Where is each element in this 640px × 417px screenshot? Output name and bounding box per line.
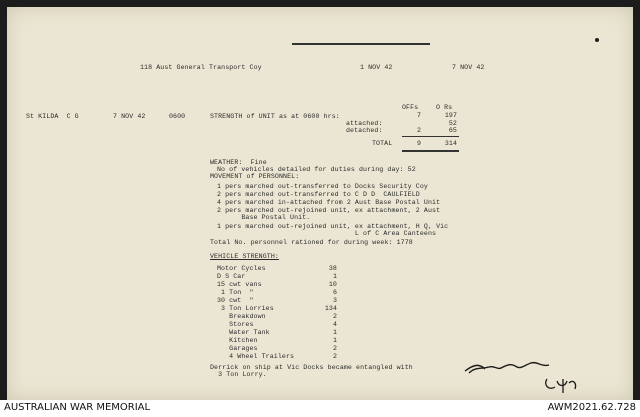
vehicle-strength-title: VEHICLE STRENGTH: bbox=[210, 253, 279, 260]
signature-icon bbox=[459, 357, 584, 395]
col-offrs: OFFs bbox=[402, 104, 419, 111]
vehicle-row bbox=[217, 337, 337, 344]
vehicle-type: Water Tank bbox=[217, 329, 270, 336]
movement-item: 2 pers marched out-transferred to C D D CAULFIELD bbox=[217, 191, 420, 198]
vehicle-type: 15 cwt vans bbox=[217, 281, 262, 288]
vehicle-count: 134 bbox=[324, 305, 337, 312]
row1-ors: 197 bbox=[444, 112, 457, 119]
vehicle-count: 2 bbox=[332, 313, 337, 320]
vehicle-type: Stores bbox=[217, 321, 254, 328]
vehicle-type: Garages bbox=[217, 345, 258, 352]
vehicle-type: D S Car bbox=[217, 273, 246, 280]
movement-item: Base Postal Unit. bbox=[217, 214, 311, 221]
entry-date: 7 NOV 42 bbox=[113, 113, 146, 120]
punch-dot bbox=[595, 38, 599, 42]
vehicle-type: Kitchen bbox=[217, 337, 258, 344]
vehicle-count: 6 bbox=[332, 289, 337, 296]
footer-accession: AWM2021.62.728 bbox=[547, 402, 636, 413]
top-rule bbox=[292, 43, 430, 45]
vehicle-count: 2 bbox=[332, 353, 337, 360]
attached-label: attached: bbox=[346, 120, 383, 127]
vehicle-count: 10 bbox=[328, 281, 337, 288]
movement-item: 2 pers marched out-rejoined unit, ex attachment, 2 Aust bbox=[217, 207, 441, 214]
footer-bar bbox=[0, 400, 640, 417]
vehicle-row bbox=[217, 305, 337, 312]
total-ors: 314 bbox=[444, 140, 457, 147]
movement-item: 1 pers marched out-transferred to Docks Security Coy bbox=[217, 183, 428, 190]
vehicle-row bbox=[217, 345, 337, 352]
total-rule-bottom bbox=[402, 150, 459, 152]
vehicle-row bbox=[217, 329, 337, 336]
place: St KILDA C G bbox=[26, 113, 79, 120]
vehicle-type: Breakdown bbox=[217, 313, 266, 320]
vehicle-row bbox=[217, 353, 337, 360]
row2-ors: 52 bbox=[448, 120, 457, 127]
derrick-note-1: Derrick on ship at Vic Docks became entangled with bbox=[210, 364, 413, 371]
vehicle-count: 4 bbox=[332, 321, 337, 328]
weather: WEATHER: Fine bbox=[210, 159, 267, 166]
vehicle-count: 1 bbox=[332, 329, 337, 336]
total-offrs: 9 bbox=[416, 140, 421, 147]
movement-item: 4 pers marched in-attached from 2 Aust Base Postal Unit bbox=[217, 199, 441, 206]
entry-time: 0600 bbox=[169, 113, 186, 120]
vehicle-row bbox=[217, 265, 337, 272]
vehicle-table bbox=[217, 265, 337, 361]
vehicle-count: 2 bbox=[332, 345, 337, 352]
movement-item: 1 pers marched out-rejoined unit, ex attachment, H Q, Vic bbox=[217, 223, 449, 230]
vehicle-row bbox=[217, 273, 337, 280]
total-rule-top bbox=[402, 136, 459, 137]
vehicle-row bbox=[217, 321, 337, 328]
total-label: TOTAL bbox=[372, 140, 393, 147]
strength-label: STRENGTH of UNIT as at 0600 hrs: bbox=[210, 113, 340, 120]
vehicle-row bbox=[217, 313, 337, 320]
vehicles-detailed: No of vehicles detailed for duties during day: 52 bbox=[217, 166, 416, 173]
row1-offrs: 7 bbox=[416, 112, 421, 119]
movement-title: MOVEMENT of PERSONNEL: bbox=[210, 173, 300, 180]
war-diary-sheet bbox=[7, 7, 633, 400]
date-to: 7 NOV 42 bbox=[452, 64, 485, 71]
vehicle-count: 38 bbox=[328, 265, 337, 272]
row3-offrs: 2 bbox=[416, 127, 421, 134]
vehicle-type: Motor Cycles bbox=[217, 265, 266, 272]
vehicle-count: 1 bbox=[332, 337, 337, 344]
footer-institution: AUSTRALIAN WAR MEMORIAL bbox=[4, 402, 151, 413]
derrick-note-2: 3 Ton Lorry. bbox=[210, 371, 267, 378]
detached-label: detached: bbox=[346, 127, 383, 134]
unit-name: 118 Aust General Transport Coy bbox=[140, 64, 262, 71]
vehicle-count: 1 bbox=[332, 273, 337, 280]
vehicle-row bbox=[217, 289, 337, 296]
rationed-total: Total No. personnel rationed for during week: 1778 bbox=[210, 239, 413, 246]
movement-item: L of C Area Canteens bbox=[217, 230, 437, 237]
vehicle-type: 4 Wheel Trailers bbox=[217, 353, 295, 360]
vehicle-row bbox=[217, 297, 337, 304]
vehicle-type: 30 cwt " bbox=[217, 297, 254, 304]
vehicle-count: 3 bbox=[332, 297, 337, 304]
col-ors: O Rs bbox=[436, 104, 453, 111]
vehicle-row bbox=[217, 281, 337, 288]
row3-ors: 65 bbox=[448, 127, 457, 134]
vehicle-type: 1 Ton " bbox=[217, 289, 254, 296]
vehicle-type: 3 Ton Lorries bbox=[217, 305, 274, 312]
date-from: 1 NOV 42 bbox=[360, 64, 393, 71]
